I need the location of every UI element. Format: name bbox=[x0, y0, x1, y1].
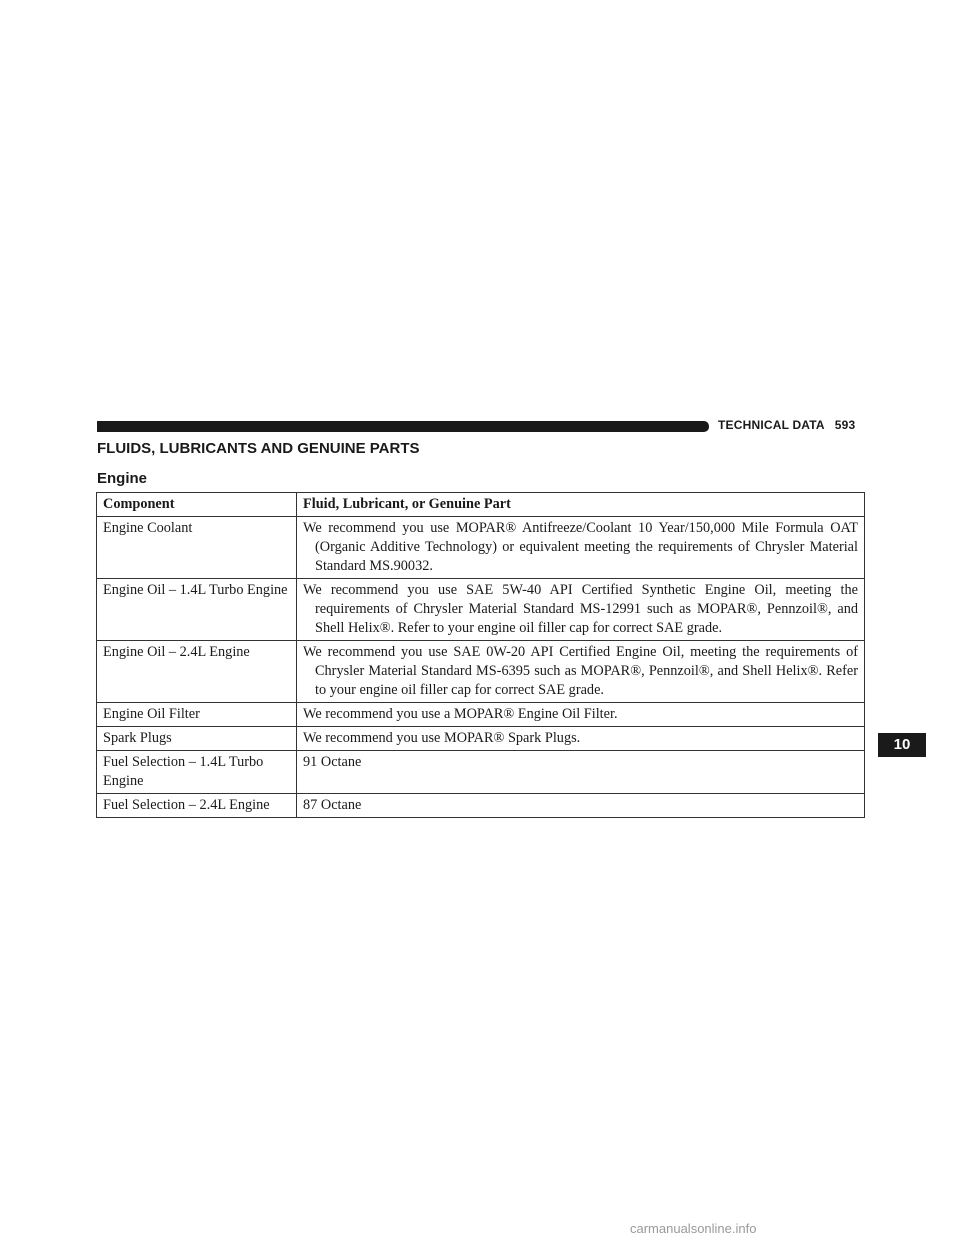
part-cell: We recommend you use MOPAR® Spark Plugs. bbox=[297, 727, 865, 751]
component-cell: Engine Oil – 1.4L Turbo Engine bbox=[97, 579, 297, 641]
chapter-tab: 10 bbox=[878, 733, 926, 757]
fluids-table bbox=[96, 492, 865, 818]
part-cell: We recommend you use MOPAR® Antifreeze/Coolant 10 Year/150,000 Mile Formula OAT (Organic Additive Technology) or equivalent meeting the requirements of Chrysler Material Standard MS.90032. bbox=[297, 517, 865, 579]
part-cell: 87 Octane bbox=[297, 794, 865, 818]
part-cell: We recommend you use SAE 5W-40 API Certified Synthetic Engine Oil, meeting the requirements of Chrysler Material Standard MS-12991 such as MOPAR®, Pennzoil®, and Shell Helix®. Refer to your engine oil filler cap for correct SAE grade. bbox=[297, 579, 865, 641]
page-number: 593 bbox=[834, 418, 856, 432]
running-header bbox=[718, 418, 855, 432]
table-row bbox=[97, 517, 865, 579]
part-cell: We recommend you use SAE 0W-20 API Certified Engine Oil, meeting the requirements of Chrysler Material Standard MS-6395 such as MOPAR®, Pennzoil®, and Shell Helix®. Refer to your engine oil filler cap for correct SAE grade. bbox=[297, 641, 865, 703]
part-cell: We recommend you use a MOPAR® Engine Oil Filter. bbox=[297, 703, 865, 727]
component-cell: Engine Oil – 2.4L Engine bbox=[97, 641, 297, 703]
table-header-row bbox=[97, 493, 865, 517]
part-cell: 91 Octane bbox=[297, 751, 865, 794]
component-cell: Spark Plugs bbox=[97, 727, 297, 751]
table-row bbox=[97, 727, 865, 751]
section-title: FLUIDS, LUBRICANTS AND GENUINE PARTS bbox=[97, 440, 420, 457]
component-cell: Engine Oil Filter bbox=[97, 703, 297, 727]
column-header-part: Fluid, Lubricant, or Genuine Part bbox=[297, 493, 865, 517]
header-rule bbox=[97, 421, 709, 432]
column-header-component: Component bbox=[97, 493, 297, 517]
subsection-title: Engine bbox=[97, 470, 148, 487]
table-row bbox=[97, 579, 865, 641]
header-section: TECHNICAL DATA bbox=[718, 418, 825, 432]
table-row bbox=[97, 641, 865, 703]
watermark-link[interactable]: carmanualsonline.info bbox=[630, 1221, 757, 1236]
table-row bbox=[97, 751, 865, 794]
table-row bbox=[97, 703, 865, 727]
component-cell: Engine Coolant bbox=[97, 517, 297, 579]
component-cell: Fuel Selection – 2.4L Engine bbox=[97, 794, 297, 818]
component-cell: Fuel Selection – 1.4L Turbo Engine bbox=[97, 751, 297, 794]
table-row bbox=[97, 794, 865, 818]
